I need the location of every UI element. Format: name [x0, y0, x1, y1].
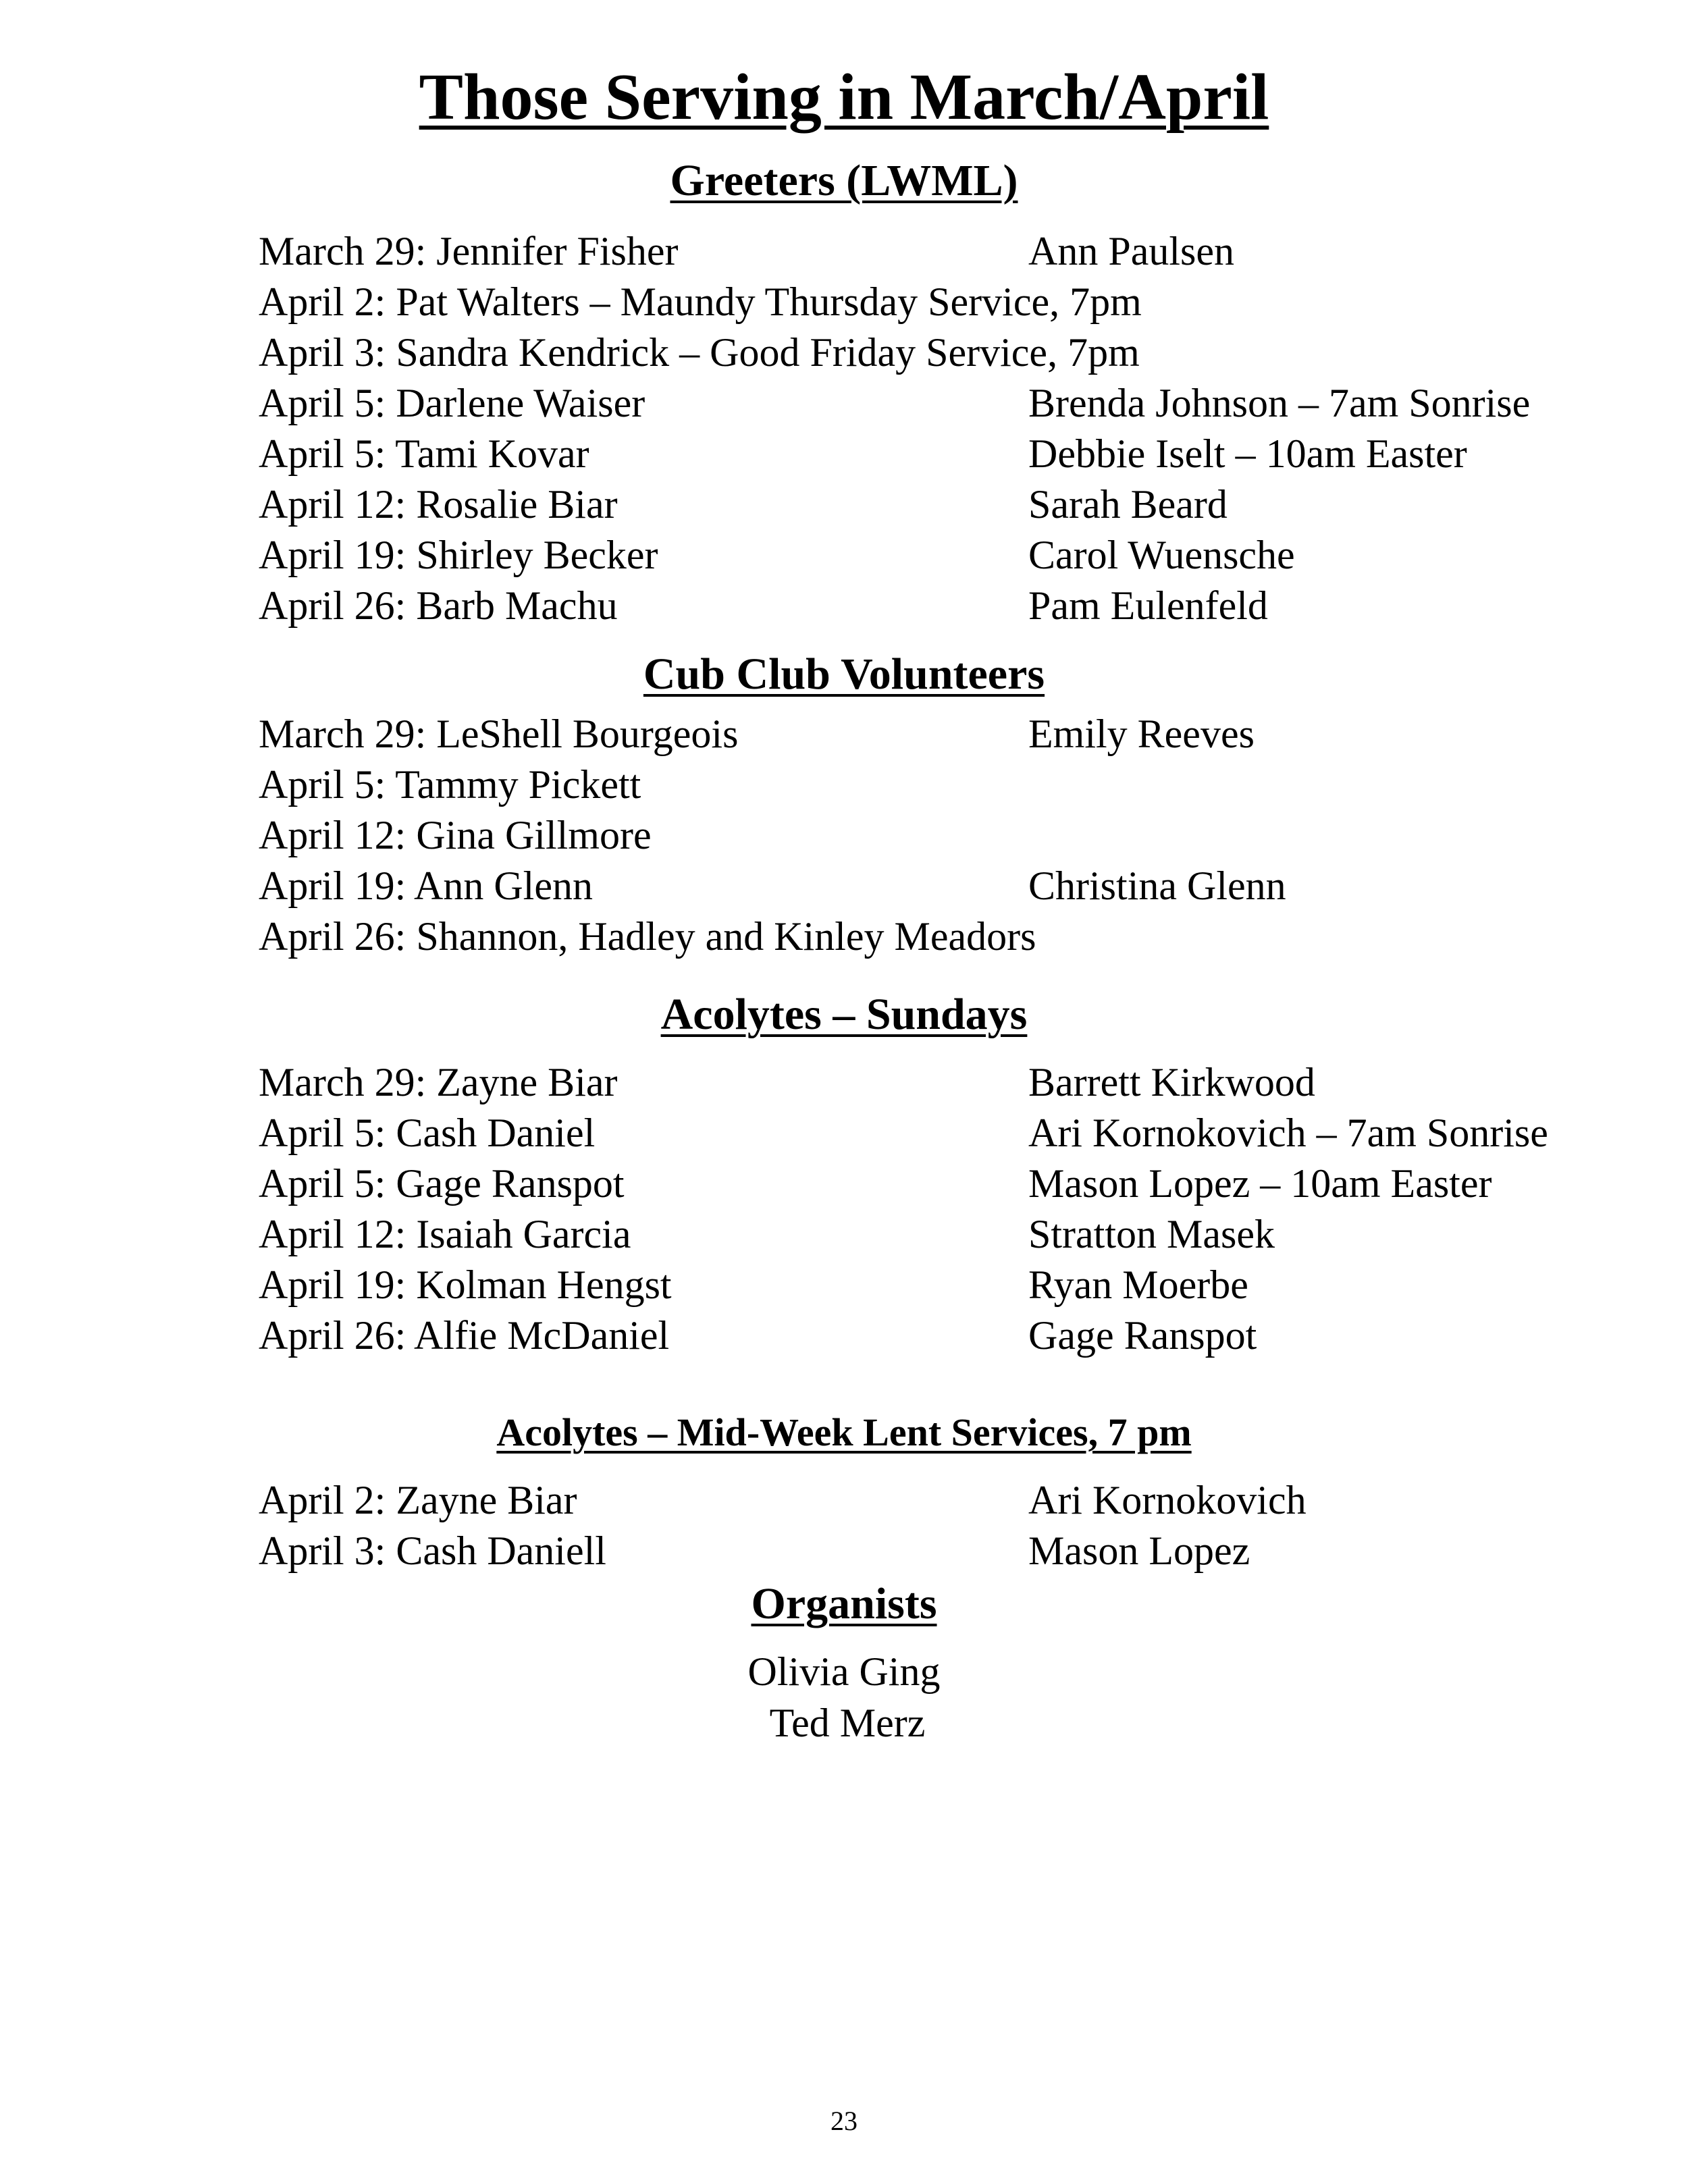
greeter-primary: March 29: Jennifer Fisher — [259, 229, 679, 273]
acolyte-primary: March 29: Zayne Biar — [259, 1060, 618, 1104]
acolyte-primary: April 2: Zayne Biar — [259, 1478, 577, 1522]
greeter-secondary: Debbie Iselt – 10am Easter — [1028, 431, 1467, 476]
organist-name: Olivia Ging — [747, 1649, 941, 1694]
list-item — [259, 1158, 1650, 1209]
list-item — [259, 277, 1650, 327]
volunteer-primary: April 12: Gina Gillmore — [259, 813, 652, 857]
acolyte-secondary: Ryan Moerbe — [1028, 1262, 1248, 1307]
list-item — [259, 1260, 1650, 1310]
greeter-primary: April 5: Tami Kovar — [259, 431, 589, 476]
list-item — [259, 226, 1650, 277]
greeter-secondary: Sarah Beard — [1028, 482, 1228, 527]
list-item — [259, 810, 1650, 861]
list-item — [259, 1475, 1650, 1526]
volunteer-primary: April 5: Tammy Pickett — [259, 762, 641, 807]
list-item — [259, 530, 1650, 581]
greeter-primary: April 19: Shirley Becker — [259, 533, 658, 577]
greeter-secondary: Ann Paulsen — [1028, 229, 1234, 273]
volunteer-secondary: Emily Reeves — [1028, 712, 1255, 756]
list-item — [259, 709, 1650, 760]
acolyte-primary: April 5: Gage Ranspot — [259, 1161, 625, 1206]
acolytes-sundays-heading: Acolytes – Sundays — [660, 990, 1028, 1039]
cub-club-heading: Cub Club Volunteers — [643, 649, 1045, 699]
greeter-primary: April 3: Sandra Kendrick – Good Friday Service, 7pm — [259, 330, 1140, 375]
greeter-primary: April 5: Darlene Waiser — [259, 381, 645, 425]
acolyte-primary: April 12: Isaiah Garcia — [259, 1212, 631, 1256]
volunteer-primary: April 26: Shannon, Hadley and Kinley Meadors — [259, 914, 1036, 959]
acolyte-primary: April 26: Alfie McDaniel — [259, 1313, 670, 1358]
list-item — [259, 760, 1650, 810]
list-item — [259, 327, 1650, 378]
greeters-heading: Greeters (LWML) — [670, 156, 1018, 205]
list-item — [259, 1310, 1650, 1361]
volunteer-secondary: Christina Glenn — [1028, 863, 1286, 908]
greeter-primary: April 26: Barb Machu — [259, 583, 618, 628]
list-item — [259, 861, 1650, 911]
organist-name: Ted Merz — [769, 1701, 926, 1745]
acolyte-secondary: Ari Kornokovich – 7am Sonrise — [1028, 1111, 1548, 1155]
acolytes-sundays-list — [259, 1057, 1650, 1361]
list-item — [259, 1209, 1650, 1260]
greeter-primary: April 12: Rosalie Biar — [259, 482, 618, 527]
acolytes-midweek-list — [259, 1475, 1650, 1576]
page-title: Those Serving in March/April — [419, 61, 1269, 134]
list-item — [259, 1057, 1650, 1108]
acolyte-secondary: Ari Kornokovich — [1028, 1478, 1307, 1522]
list-item — [259, 1526, 1650, 1576]
page-number: 23 — [830, 2106, 858, 2136]
acolyte-secondary: Mason Lopez – 10am Easter — [1028, 1161, 1492, 1206]
list-item — [259, 1108, 1650, 1158]
list-item — [259, 479, 1650, 530]
acolyte-primary: April 19: Kolman Hengst — [259, 1262, 672, 1307]
acolyte-primary: April 5: Cash Daniel — [259, 1111, 596, 1155]
list-item — [259, 911, 1650, 962]
acolyte-secondary: Barrett Kirkwood — [1028, 1060, 1315, 1104]
greeter-secondary: Brenda Johnson – 7am Sonrise — [1028, 381, 1531, 425]
acolyte-primary: April 3: Cash Daniell — [259, 1528, 606, 1573]
acolytes-midweek-heading: Acolytes – Mid-Week Lent Services, 7 pm — [496, 1410, 1192, 1454]
volunteer-primary: March 29: LeShell Bourgeois — [259, 712, 739, 756]
volunteer-primary: April 19: Ann Glenn — [259, 863, 593, 908]
acolyte-secondary: Gage Ranspot — [1028, 1313, 1257, 1358]
acolyte-secondary: Mason Lopez — [1028, 1528, 1250, 1573]
acolyte-secondary: Stratton Masek — [1028, 1212, 1275, 1256]
cub-club-list — [259, 709, 1650, 962]
organists-heading: Organists — [751, 1579, 937, 1628]
list-item — [259, 429, 1650, 479]
greeter-primary: April 2: Pat Walters – Maundy Thursday Service, 7pm — [259, 279, 1142, 324]
list-item — [259, 581, 1650, 631]
organists-list — [0, 1646, 1688, 1749]
greeter-secondary: Pam Eulenfeld — [1028, 583, 1268, 628]
greeters-list — [259, 226, 1650, 631]
list-item — [259, 378, 1650, 429]
greeter-secondary: Carol Wuensche — [1028, 533, 1295, 577]
